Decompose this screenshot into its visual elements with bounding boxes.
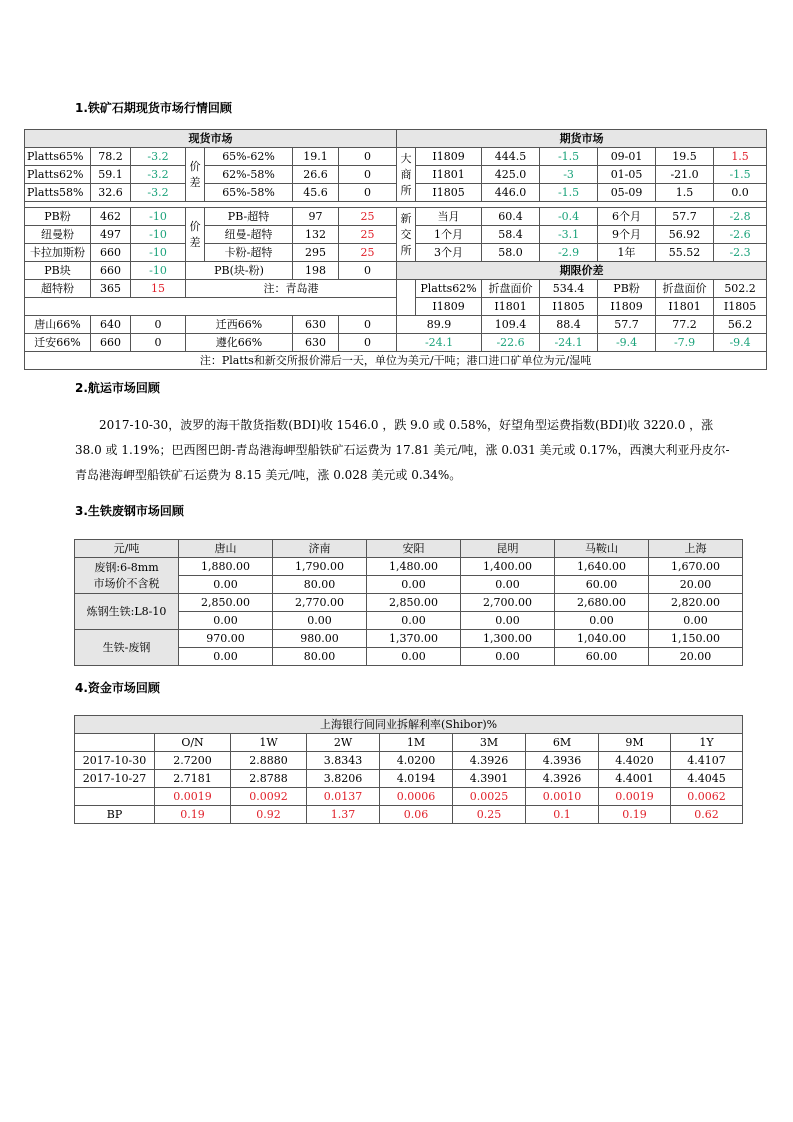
ore-market-table <box>24 129 767 370</box>
sgx-price: 57.7 <box>656 208 714 226</box>
dce-spread-value: -21.0 <box>656 166 714 184</box>
price-cell: 1,670.00 <box>649 558 743 576</box>
port-ore-change: -10 <box>131 208 186 226</box>
platts-change: -3.2 <box>131 184 186 202</box>
port-spread-value: 295 <box>293 244 339 262</box>
basis-header: 期限价差 <box>397 262 767 280</box>
basis-cell: PB粉 <box>598 280 656 298</box>
port-spread-name: 纽曼-超特 <box>205 226 293 244</box>
basis-change: -24.1 <box>540 334 598 352</box>
grade-spread-name: 65%-58% <box>205 184 293 202</box>
basis-contract: I1805 <box>540 298 598 316</box>
port-spread-change: 25 <box>339 244 397 262</box>
sgx-price: 58.4 <box>482 226 540 244</box>
blank-cell <box>25 298 397 316</box>
sgx-change: -2.3 <box>714 244 767 262</box>
port-ore-change: -10 <box>131 244 186 262</box>
bp-cell: 0.62 <box>671 806 743 824</box>
table-row <box>25 298 767 316</box>
domestic-ore-name: 迁安66% <box>25 334 91 352</box>
sgx-term: 6个月 <box>598 208 656 226</box>
sgx-term: 1年 <box>598 244 656 262</box>
price-cell: 1,480.00 <box>367 558 461 576</box>
sgx-term: 3个月 <box>416 244 482 262</box>
rate-cell: 2.7181 <box>155 770 231 788</box>
diff-cell: 0.0019 <box>155 788 231 806</box>
sgx-price: 58.0 <box>482 244 540 262</box>
change-cell: 0.00 <box>461 648 555 666</box>
price-cell: 2,680.00 <box>555 594 649 612</box>
table-row <box>25 244 767 262</box>
rate-cell: 4.3936 <box>526 752 599 770</box>
basis-contract: I1809 <box>598 298 656 316</box>
dce-price: 425.0 <box>482 166 540 184</box>
domestic-ore-price: 630 <box>293 316 339 334</box>
table-row <box>25 262 767 280</box>
sgx-price: 55.52 <box>656 244 714 262</box>
basis-value: 56.2 <box>714 316 767 334</box>
price-cell: 1,370.00 <box>367 630 461 648</box>
column-header: 唐山 <box>179 540 273 558</box>
section-title-money: 4.资金市场回顾 <box>75 681 160 695</box>
change-cell: 0.00 <box>179 576 273 594</box>
price-cell: 1,790.00 <box>273 558 367 576</box>
port-spread-name: PB(块-粉) <box>186 262 293 280</box>
port-spread-name: PB-超特 <box>205 208 293 226</box>
rate-cell: 4.3926 <box>453 752 526 770</box>
grade-spread-value: 19.1 <box>293 148 339 166</box>
table-row <box>25 316 767 334</box>
bp-cell: 1.37 <box>307 806 380 824</box>
port-spread-value: 97 <box>293 208 339 226</box>
price-diff-label: 价 差 <box>186 148 205 202</box>
rate-cell: 3.8343 <box>307 752 380 770</box>
futures-market-header: 期货市场 <box>397 130 767 148</box>
change-cell: 0.00 <box>367 648 461 666</box>
dce-spread-change: -1.5 <box>714 166 767 184</box>
price-cell: 1,150.00 <box>649 630 743 648</box>
table-row <box>75 558 743 576</box>
port-spread-change: 25 <box>339 226 397 244</box>
tenor-header: 1Y <box>671 734 743 752</box>
port-spread-value: 132 <box>293 226 339 244</box>
sgx-change: -0.4 <box>540 208 598 226</box>
sgx-label: 新 交 所 <box>397 208 416 262</box>
table-row <box>25 334 767 352</box>
basis-change: -7.9 <box>656 334 714 352</box>
dce-contract: I1809 <box>416 148 482 166</box>
diff-cell: 0.0025 <box>453 788 526 806</box>
port-ore-change: -10 <box>131 262 186 280</box>
domestic-ore-price: 660 <box>91 334 131 352</box>
scrap-table <box>74 539 743 666</box>
change-cell: 60.00 <box>555 648 649 666</box>
tenor-header: 6M <box>526 734 599 752</box>
grade-spread-change: 0 <box>339 184 397 202</box>
row-date: 2017-10-27 <box>75 770 155 788</box>
basis-cell: Platts62% <box>416 280 482 298</box>
dce-label: 大 商 所 <box>397 148 416 202</box>
platts-name: Platts65% <box>25 148 91 166</box>
change-cell: 60.00 <box>555 576 649 594</box>
table-row <box>25 226 767 244</box>
dce-change: -3 <box>540 166 598 184</box>
change-cell: 0.00 <box>367 612 461 630</box>
platts-change: -3.2 <box>131 166 186 184</box>
sgx-term: 1个月 <box>416 226 482 244</box>
bp-cell: 0.19 <box>599 806 671 824</box>
dce-spread-name: 01-05 <box>598 166 656 184</box>
rate-cell: 4.4107 <box>671 752 743 770</box>
domestic-ore-name: 迁西66% <box>186 316 293 334</box>
table-header-row <box>75 540 743 558</box>
change-cell: 20.00 <box>649 648 743 666</box>
table-row <box>25 184 767 202</box>
price-cell: 2,820.00 <box>649 594 743 612</box>
domestic-ore-change: 0 <box>131 334 186 352</box>
platts-name: Platts62% <box>25 166 91 184</box>
basis-change: -9.4 <box>714 334 767 352</box>
domestic-ore-name: 唐山66% <box>25 316 91 334</box>
dce-change: -1.5 <box>540 148 598 166</box>
price-cell: 1,640.00 <box>555 558 649 576</box>
change-cell: 0.00 <box>273 612 367 630</box>
change-cell: 0.00 <box>179 612 273 630</box>
change-cell: 0.00 <box>461 576 555 594</box>
column-header: 安阳 <box>367 540 461 558</box>
platts-price: 59.1 <box>91 166 131 184</box>
rate-cell: 4.0194 <box>380 770 453 788</box>
diff-cell: 0.0062 <box>671 788 743 806</box>
basis-contract: I1809 <box>416 298 482 316</box>
rate-cell: 4.4001 <box>599 770 671 788</box>
domestic-ore-name: 遵化66% <box>186 334 293 352</box>
table-row <box>25 166 767 184</box>
basis-cell: 502.2 <box>714 280 767 298</box>
sgx-term: 当月 <box>416 208 482 226</box>
grade-spread-change: 0 <box>339 166 397 184</box>
column-header: 马鞍山 <box>555 540 649 558</box>
rate-cell: 4.4020 <box>599 752 671 770</box>
price-cell: 1,300.00 <box>461 630 555 648</box>
rate-cell: 4.3901 <box>453 770 526 788</box>
port-spread-value: 198 <box>293 262 339 280</box>
table-row <box>75 594 743 612</box>
price-cell: 1,880.00 <box>179 558 273 576</box>
port-spread-change: 25 <box>339 208 397 226</box>
sgx-price: 60.4 <box>482 208 540 226</box>
basis-value: 88.4 <box>540 316 598 334</box>
change-cell: 0.00 <box>179 648 273 666</box>
bp-label: BP <box>75 806 155 824</box>
basis-cell: 折盘面价 <box>482 280 540 298</box>
basis-value: 109.4 <box>482 316 540 334</box>
port-ore-price: 462 <box>91 208 131 226</box>
basis-change: -22.6 <box>482 334 540 352</box>
grade-spread-value: 26.6 <box>293 166 339 184</box>
tenor-header: 9M <box>599 734 671 752</box>
shibor-title: 上海银行间同业拆解利率(Shibor)% <box>75 716 743 734</box>
change-cell: 0.00 <box>367 576 461 594</box>
port-ore-price: 497 <box>91 226 131 244</box>
grade-spread-name: 65%-62% <box>205 148 293 166</box>
rate-cell: 4.4045 <box>671 770 743 788</box>
domestic-ore-change: 0 <box>131 316 186 334</box>
change-cell: 0.00 <box>461 612 555 630</box>
port-ore-change: 15 <box>131 280 186 298</box>
column-header: 济南 <box>273 540 367 558</box>
basis-value: 57.7 <box>598 316 656 334</box>
platts-price: 78.2 <box>91 148 131 166</box>
sgx-change: -2.8 <box>714 208 767 226</box>
domestic-ore-price: 630 <box>293 334 339 352</box>
sgx-term: 9个月 <box>598 226 656 244</box>
basis-contract: I1801 <box>482 298 540 316</box>
dce-price: 444.5 <box>482 148 540 166</box>
diff-cell: 0.0010 <box>526 788 599 806</box>
basis-change: -24.1 <box>397 334 482 352</box>
section-title-scrap: 3.生铁废钢市场回顾 <box>75 504 184 518</box>
rate-cell: 2.8788 <box>231 770 307 788</box>
platts-change: -3.2 <box>131 148 186 166</box>
section-title-ore: 1.铁矿石期现货市场行情回顾 <box>75 101 232 115</box>
row-label: 生铁-废钢 <box>75 630 179 666</box>
port-ore-price: 660 <box>91 262 131 280</box>
ore-footnote: 注：Platts和新交所报价滞后一天，单位为美元/干吨；港口进口矿单位为元/湿吨 <box>25 352 767 370</box>
rate-cell: 2.7200 <box>155 752 231 770</box>
port-ore-name: PB粉 <box>25 208 91 226</box>
dce-spread-name: 09-01 <box>598 148 656 166</box>
grade-spread-value: 45.6 <box>293 184 339 202</box>
table-row <box>75 806 743 824</box>
bp-cell: 0.19 <box>155 806 231 824</box>
price-diff-label: 价 差 <box>186 208 205 262</box>
table-row <box>75 770 743 788</box>
bp-cell: 0.25 <box>453 806 526 824</box>
port-ore-change: -10 <box>131 226 186 244</box>
port-ore-name: 卡拉加斯粉 <box>25 244 91 262</box>
table-row <box>25 148 767 166</box>
port-note: 注：青岛港 <box>186 280 397 298</box>
basis-value: 89.9 <box>397 316 482 334</box>
port-ore-price: 365 <box>91 280 131 298</box>
tenor-header: O/N <box>155 734 231 752</box>
price-cell: 1,400.00 <box>461 558 555 576</box>
column-header: 昆明 <box>461 540 555 558</box>
dce-change: -1.5 <box>540 184 598 202</box>
grade-spread-change: 0 <box>339 148 397 166</box>
shibor-table <box>74 715 743 824</box>
change-cell: 0.00 <box>649 612 743 630</box>
port-ore-name: 超特粉 <box>25 280 91 298</box>
table-row <box>25 280 767 298</box>
table-row <box>75 630 743 648</box>
basis-change: -9.4 <box>598 334 656 352</box>
table-row <box>75 752 743 770</box>
basis-value: 77.2 <box>656 316 714 334</box>
column-header: 元/吨 <box>75 540 179 558</box>
row-label: 炼钢生铁:L8-10 <box>75 594 179 630</box>
port-ore-name: PB块 <box>25 262 91 280</box>
basis-contract: I1801 <box>656 298 714 316</box>
diff-cell: 0.0006 <box>380 788 453 806</box>
port-ore-name: 纽曼粉 <box>25 226 91 244</box>
dce-spread-value: 1.5 <box>656 184 714 202</box>
section-title-shipping: 2.航运市场回顾 <box>75 381 160 395</box>
price-cell: 1,040.00 <box>555 630 649 648</box>
domestic-ore-change: 0 <box>339 334 397 352</box>
price-cell: 2,770.00 <box>273 594 367 612</box>
tenor-header: 2W <box>307 734 380 752</box>
row-date: 2017-10-30 <box>75 752 155 770</box>
sgx-change: -2.9 <box>540 244 598 262</box>
change-cell: 80.00 <box>273 648 367 666</box>
price-cell: 2,850.00 <box>367 594 461 612</box>
table-row <box>75 788 743 806</box>
domestic-ore-change: 0 <box>339 316 397 334</box>
domestic-ore-price: 640 <box>91 316 131 334</box>
spot-market-header: 现货市场 <box>25 130 397 148</box>
platts-name: Platts58% <box>25 184 91 202</box>
rate-cell: 2.8880 <box>231 752 307 770</box>
table-header-row <box>75 734 743 752</box>
port-spread-name: 卡粉-超特 <box>205 244 293 262</box>
diff-cell: 0.0092 <box>231 788 307 806</box>
tenor-header: 3M <box>453 734 526 752</box>
grade-spread-name: 62%-58% <box>205 166 293 184</box>
basis-cell: 折盘面价 <box>656 280 714 298</box>
rate-cell: 4.3926 <box>526 770 599 788</box>
price-cell: 2,850.00 <box>179 594 273 612</box>
price-cell: 970.00 <box>179 630 273 648</box>
basis-contract: I1805 <box>714 298 767 316</box>
dce-spread-change: 1.5 <box>714 148 767 166</box>
blank-cell <box>397 298 416 316</box>
row-label: 废钢:6-8mm 市场价不含税 <box>75 558 179 594</box>
dce-spread-change: 0.0 <box>714 184 767 202</box>
column-header: 上海 <box>649 540 743 558</box>
price-cell: 980.00 <box>273 630 367 648</box>
rate-cell: 3.8206 <box>307 770 380 788</box>
dce-price: 446.0 <box>482 184 540 202</box>
port-ore-price: 660 <box>91 244 131 262</box>
table-row <box>25 208 767 226</box>
blank-cell <box>75 734 155 752</box>
tenor-header: 1M <box>380 734 453 752</box>
bp-cell: 0.92 <box>231 806 307 824</box>
tenor-header: 1W <box>231 734 307 752</box>
dce-spread-value: 19.5 <box>656 148 714 166</box>
sgx-change: -2.6 <box>714 226 767 244</box>
shipping-paragraph: 2017-10-30，波罗的海干散货指数(BDI)收 1546.0 ，跌 9.0 或 0.58%，好望角型运费指数(BDI)收 3220.0 ，涨 38.0 或 1.19%；巴西图巴朗-青岛港海岬型船铁矿石运费为 17.81 美元/吨，涨 0.031 美元或 0.17%，西澳大利亚丹皮尔-青岛港海岬型船铁矿石运费为 8.15 美元/吨，涨 0.028 美元或 0.34%。 <box>75 418 730 482</box>
port-spread-change: 0 <box>339 262 397 280</box>
price-cell: 2,700.00 <box>461 594 555 612</box>
rate-cell: 4.0200 <box>380 752 453 770</box>
change-cell: 20.00 <box>649 576 743 594</box>
platts-price: 32.6 <box>91 184 131 202</box>
sgx-price: 56.92 <box>656 226 714 244</box>
change-cell: 0.00 <box>555 612 649 630</box>
blank-cell <box>75 788 155 806</box>
diff-cell: 0.0137 <box>307 788 380 806</box>
dce-contract: I1805 <box>416 184 482 202</box>
blank-cell <box>397 280 416 298</box>
sgx-change: -3.1 <box>540 226 598 244</box>
bp-cell: 0.1 <box>526 806 599 824</box>
dce-contract: I1801 <box>416 166 482 184</box>
change-cell: 80.00 <box>273 576 367 594</box>
diff-cell: 0.0019 <box>599 788 671 806</box>
bp-cell: 0.06 <box>380 806 453 824</box>
basis-cell: 534.4 <box>540 280 598 298</box>
dce-spread-name: 05-09 <box>598 184 656 202</box>
